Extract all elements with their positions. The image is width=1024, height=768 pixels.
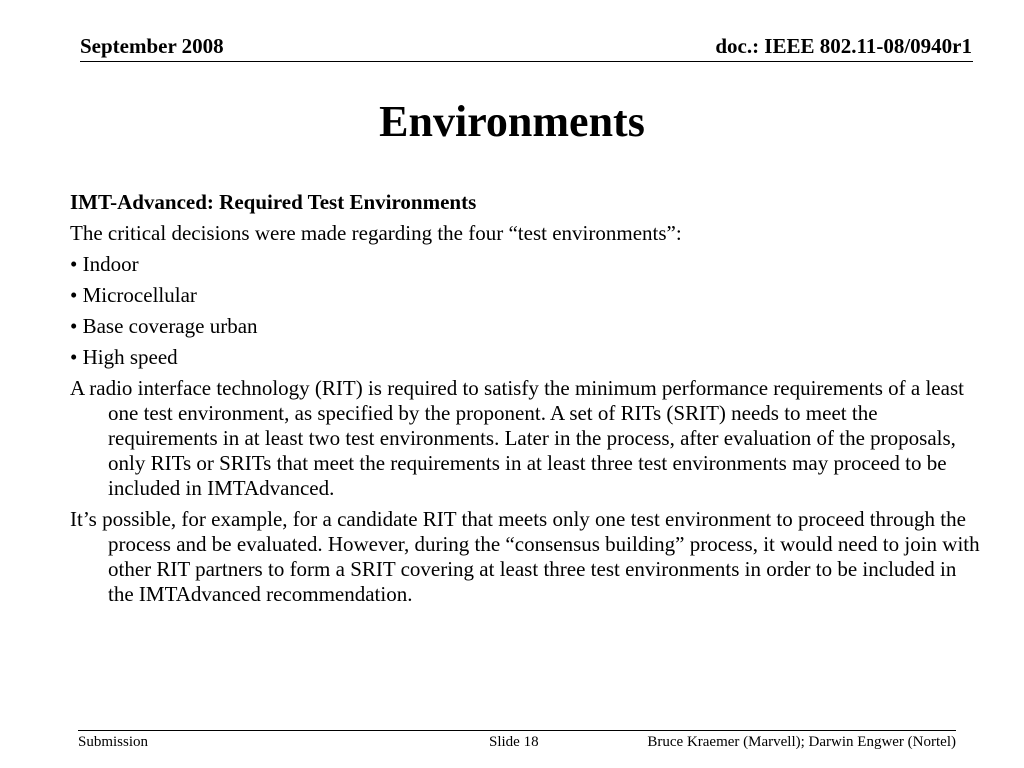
body-paragraph: It’s possible, for example, for a candidate RIT that meets only one test environment to proceed through the process and be evaluated. However, during the “consensus building” process, it would need to join with other RIT partners to form a SRIT covering at least three test environments in order to be included in the IMTAdvanced recommendation.: [70, 507, 980, 606]
header-rule: [80, 61, 973, 62]
bullet-item: • Base coverage urban: [70, 314, 258, 338]
footer-authors: Bruce Kraemer (Marvell); Darwin Engwer (Nortel): [647, 734, 956, 750]
bullet-item: • High speed: [70, 345, 178, 369]
footer-rule: [78, 730, 956, 731]
footer-slide-number: Slide 18: [489, 734, 539, 750]
bullet-item: • Indoor: [70, 252, 139, 276]
footer-submission: Submission: [78, 734, 149, 750]
header-date: September 2008: [80, 34, 224, 58]
body-paragraph: A radio interface technology (RIT) is required to satisfy the minimum performance requirements of a least one test environment, as specified by the proponent. A set of RITs (SRIT) needs to meet the requirements in at least two test environments. Later in the process, after evaluation of the proposals, only RITs or SRITs that meet the requirements in at least three test environments may proceed to be included in IMTAdvanced.: [70, 376, 964, 500]
intro-text: The critical decisions were made regarding the four “test environments”:: [70, 221, 682, 245]
bullet-item: • Microcellular: [70, 283, 197, 307]
subheading: IMT-Advanced: Required Test Environments: [70, 190, 477, 214]
header-doc-id: doc.: IEEE 802.11-08/0940r1: [715, 34, 972, 58]
slide-title: Environments: [379, 97, 645, 146]
slide-body: [70, 190, 982, 613]
